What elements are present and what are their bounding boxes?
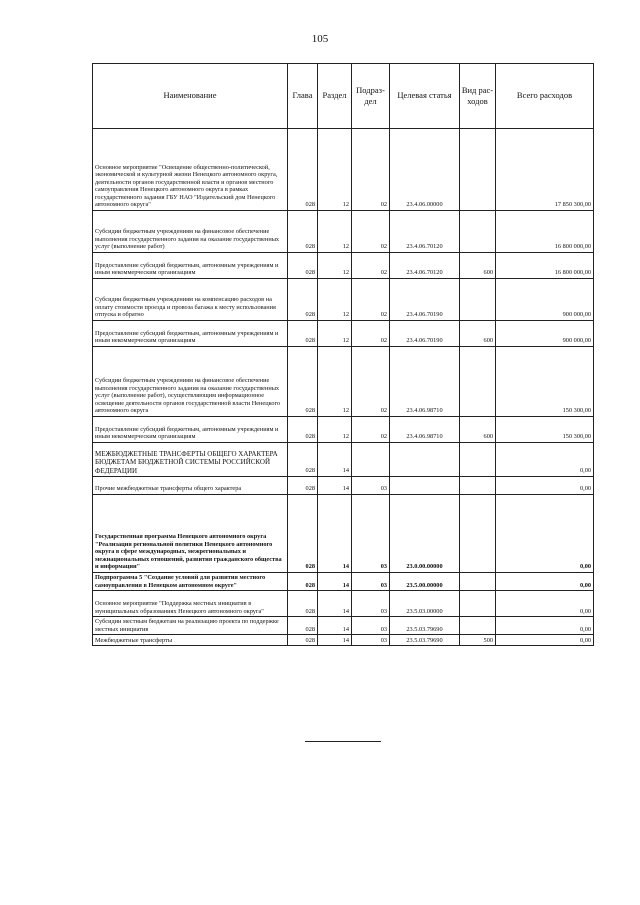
cell-name: Подпрограмма 5 "Создание условий для развития местного самоуправления в Ненецком автономном округе" xyxy=(93,573,288,591)
cell-target: 23.5.03.00000 xyxy=(390,591,460,617)
cell-vid xyxy=(460,495,496,573)
cell-podrazdel xyxy=(352,443,390,477)
cell-razdel: 14 xyxy=(318,477,352,495)
header-vid: Вид рас-ходов xyxy=(460,64,496,129)
cell-target: 23.5.03.79690 xyxy=(390,617,460,635)
table-row xyxy=(93,591,594,617)
cell-name: Предоставление субсидий бюджетным, автономным учреждениям и иным некоммерческим организациям xyxy=(93,253,288,279)
cell-target: 23.4.06.70120 xyxy=(390,211,460,253)
cell-total: 16 800 000,00 xyxy=(496,211,594,253)
cell-razdel: 14 xyxy=(318,573,352,591)
cell-target: 23.5.00.00000 xyxy=(390,573,460,591)
cell-total: 0,00 xyxy=(496,573,594,591)
cell-total: 0,00 xyxy=(496,495,594,573)
cell-total: 0,00 xyxy=(496,635,594,646)
cell-podrazdel: 02 xyxy=(352,253,390,279)
cell-glava: 028 xyxy=(288,617,318,635)
page-number: 105 xyxy=(311,33,329,45)
budget-table xyxy=(92,63,594,646)
cell-target: 23.5.03.79690 xyxy=(390,635,460,646)
cell-razdel: 14 xyxy=(318,495,352,573)
cell-vid: 600 xyxy=(460,417,496,443)
cell-podrazdel: 03 xyxy=(352,573,390,591)
cell-razdel: 12 xyxy=(318,279,352,321)
cell-podrazdel: 02 xyxy=(352,129,390,211)
table-body xyxy=(93,129,594,646)
cell-target: 23.4.06.00000 xyxy=(390,129,460,211)
table-row xyxy=(93,495,594,573)
cell-podrazdel: 02 xyxy=(352,321,390,347)
cell-target: 23.4.06.70190 xyxy=(390,279,460,321)
cell-target: 23.4.06.98710 xyxy=(390,347,460,417)
cell-razdel: 14 xyxy=(318,617,352,635)
cell-podrazdel: 02 xyxy=(352,347,390,417)
cell-vid xyxy=(460,211,496,253)
table-row xyxy=(93,617,594,635)
table-row xyxy=(93,253,594,279)
cell-vid xyxy=(460,129,496,211)
cell-vid xyxy=(460,279,496,321)
table-row xyxy=(93,477,594,495)
cell-razdel: 12 xyxy=(318,211,352,253)
table-row xyxy=(93,321,594,347)
cell-podrazdel: 02 xyxy=(352,417,390,443)
header-target: Целевая статья xyxy=(390,64,460,129)
table-row xyxy=(93,573,594,591)
cell-glava: 028 xyxy=(288,321,318,347)
cell-razdel: 12 xyxy=(318,417,352,443)
cell-total: 900 000,00 xyxy=(496,279,594,321)
cell-vid xyxy=(460,477,496,495)
cell-name: Субсидии бюджетным учреждениям на финансовое обеспечение выполнения государственного задания на оказание государственных услуг (выполнение работ), осуществляющим информационное освещение деятельности органов государственной власти Ненецкого автономного округа xyxy=(93,347,288,417)
cell-vid xyxy=(460,347,496,417)
table-row xyxy=(93,635,594,646)
cell-total: 17 850 300,00 xyxy=(496,129,594,211)
cell-podrazdel: 03 xyxy=(352,477,390,495)
header-total: Всего расходов xyxy=(496,64,594,129)
cell-vid: 600 xyxy=(460,321,496,347)
cell-target xyxy=(390,477,460,495)
cell-name: Субсидии бюджетным учреждениям на компенсацию расходов на оплату стоимости проезда и провоза багажа к месту использования отпуска и обратно xyxy=(93,279,288,321)
cell-vid xyxy=(460,617,496,635)
cell-name: Предоставление субсидий бюджетным, автономным учреждениям и иным некоммерческим организациям xyxy=(93,417,288,443)
cell-name: Предоставление субсидий бюджетным, автономным учреждениям и иным некоммерческим организациям xyxy=(93,321,288,347)
cell-glava: 028 xyxy=(288,417,318,443)
cell-vid: 500 xyxy=(460,635,496,646)
table-row xyxy=(93,417,594,443)
cell-target: 23.4.06.70120 xyxy=(390,253,460,279)
cell-total: 0,00 xyxy=(496,591,594,617)
end-divider xyxy=(305,741,381,742)
cell-razdel: 12 xyxy=(318,347,352,417)
cell-glava: 028 xyxy=(288,443,318,477)
header-glava: Глава xyxy=(288,64,318,129)
cell-total: 0,00 xyxy=(496,443,594,477)
cell-name: Субсидии местным бюджетам на реализацию проекта по поддержке местных инициатив xyxy=(93,617,288,635)
cell-podrazdel: 03 xyxy=(352,617,390,635)
cell-podrazdel: 02 xyxy=(352,279,390,321)
cell-glava: 028 xyxy=(288,573,318,591)
cell-total: 900 000,00 xyxy=(496,321,594,347)
header-podrazdel: Подраз-дел xyxy=(352,64,390,129)
cell-target: 23.4.06.98710 xyxy=(390,417,460,443)
cell-podrazdel: 02 xyxy=(352,211,390,253)
cell-total: 0,00 xyxy=(496,477,594,495)
cell-target: 23.0.00.00000 xyxy=(390,495,460,573)
table-row xyxy=(93,129,594,211)
cell-vid xyxy=(460,443,496,477)
cell-name: Прочие межбюджетные трансферты общего характера xyxy=(93,477,288,495)
cell-podrazdel: 03 xyxy=(352,635,390,646)
table-row xyxy=(93,443,594,477)
cell-glava: 028 xyxy=(288,129,318,211)
cell-glava: 028 xyxy=(288,279,318,321)
cell-razdel: 14 xyxy=(318,591,352,617)
cell-total: 0,00 xyxy=(496,617,594,635)
cell-glava: 028 xyxy=(288,635,318,646)
cell-vid xyxy=(460,573,496,591)
header-name: Наименование xyxy=(93,64,288,129)
cell-razdel: 14 xyxy=(318,635,352,646)
cell-podrazdel: 03 xyxy=(352,591,390,617)
cell-name: Межбюджетные трансферты xyxy=(93,635,288,646)
cell-razdel: 14 xyxy=(318,443,352,477)
cell-vid: 600 xyxy=(460,253,496,279)
cell-target xyxy=(390,443,460,477)
header-razdel: Раздел xyxy=(318,64,352,129)
cell-vid xyxy=(460,591,496,617)
cell-glava: 028 xyxy=(288,211,318,253)
cell-glava: 028 xyxy=(288,591,318,617)
cell-target: 23.4.06.70190 xyxy=(390,321,460,347)
cell-total: 150 300,00 xyxy=(496,417,594,443)
cell-razdel: 12 xyxy=(318,253,352,279)
cell-podrazdel: 03 xyxy=(352,495,390,573)
cell-name: МЕЖБЮДЖЕТНЫЕ ТРАНСФЕРТЫ ОБЩЕГО ХАРАКТЕРА БЮДЖЕТАМ БЮДЖЕТНОЙ СИСТЕМЫ РОССИЙСКОЙ ФЕДЕРАЦИИ xyxy=(93,443,288,477)
header-row xyxy=(93,64,594,129)
cell-glava: 028 xyxy=(288,495,318,573)
table-row xyxy=(93,347,594,417)
cell-glava: 028 xyxy=(288,477,318,495)
cell-total: 16 800 000,00 xyxy=(496,253,594,279)
cell-razdel: 12 xyxy=(318,129,352,211)
cell-glava: 028 xyxy=(288,253,318,279)
cell-name: Государственная программа Ненецкого автономного округа "Реализация региональной политики Ненецкого автономного округа в сфере международных, межрегиональных и межнациональных отношений, развития гражданского общества и информации" xyxy=(93,495,288,573)
cell-name: Основное мероприятие "Поддержка местных инициатив в муниципальных образованиях Ненецкого автономного округа" xyxy=(93,591,288,617)
table-row xyxy=(93,211,594,253)
cell-glava: 028 xyxy=(288,347,318,417)
cell-name: Основное мероприятие "Освещение общественно-политической, экономической и культурной жизни Ненецкого автономного округа, деятельности органов государственной власти и органов местного самоуправления Ненецкого автономного округа в рамках государственного задания ГБУ НАО "Издательский дом Ненецкого автономного округа" xyxy=(93,129,288,211)
cell-name: Субсидии бюджетным учреждениям на финансовое обеспечение выполнения государственного задания на оказание государственных услуг (выполнение работ) xyxy=(93,211,288,253)
cell-total: 150 300,00 xyxy=(496,347,594,417)
table-row xyxy=(93,279,594,321)
cell-razdel: 12 xyxy=(318,321,352,347)
